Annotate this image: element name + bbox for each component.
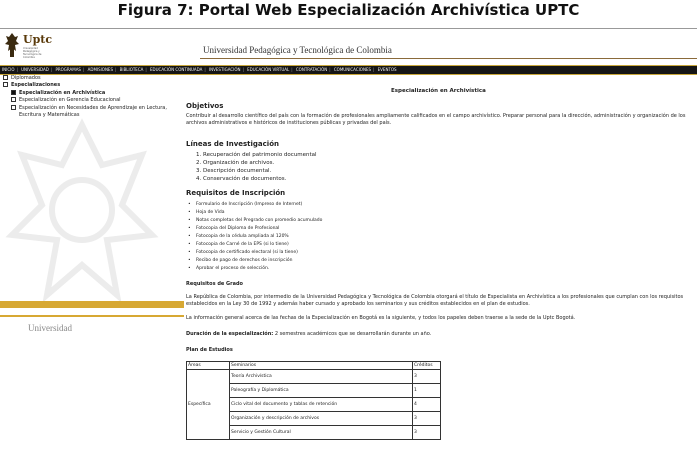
nav-item-universidad[interactable]: UNIVERSIDAD: [21, 67, 49, 72]
table-header: Áreas: [187, 362, 230, 370]
nav-item-biblioteca[interactable]: BIBLIOTECA: [119, 67, 144, 72]
requisitos-heading: Requisitos de Inscripción: [186, 189, 286, 197]
info-text: La información general acerca de las fechas de la Especialización en Bogotá es la siguiente, y todos los papeles deben traerse a la sede de la Uptc Bogotá.: [186, 315, 576, 321]
creditos-cell: 1: [413, 384, 441, 398]
creditos-cell: 4: [413, 398, 441, 412]
seminario-cell: Organización y descripción de archivos: [230, 412, 413, 426]
linea-3: 3. Descripción documental.: [196, 168, 272, 174]
nav-item-comunicaciones[interactable]: COMUNICACIONES: [333, 67, 372, 72]
crest-icon: [3, 31, 21, 59]
table-header: Créditos: [413, 362, 441, 370]
nav-item-inicio[interactable]: INICIO: [2, 67, 15, 72]
linea-2: 2. Organización de archivos.: [196, 160, 275, 166]
sidebar-item-especializaciones[interactable]: Especializaciones: [3, 82, 60, 88]
requisito-item: • Notas completas del Pregrado con promedio acumulado: [196, 218, 322, 223]
sidebar-item-archivistica[interactable]: Especialización en Archivística: [11, 90, 105, 96]
nav-item-educacion-virtual[interactable]: EDUCACIÓN VIRTUAL: [247, 67, 290, 72]
grado-text: La República de Colombia, por intermedio de la Universidad Pedagógica y Tecnológica de Colombia otorgará el título de Especialista en Archivística a los profesionales que cumplan con los requisitos establecidos en la Ley 30 de 1992 y además haber cursado y aprobado los seminarios y sus créditos establecidos en el plan de estudios.: [186, 294, 684, 307]
linea-4: 4. Conservación de documentos.: [196, 176, 287, 182]
gold-line: [0, 315, 184, 317]
nav-item-programas[interactable]: PROGRAMAS: [55, 67, 81, 72]
logo-text: Uptc: [23, 33, 53, 46]
creditos-cell: 3: [413, 426, 441, 440]
sidebar-item-diplomados[interactable]: Diplomados: [3, 75, 41, 81]
objetivos-text: Contribuir al desarrollo científico del país con la formación de profesionales ampliamente calificados en el campo archivístico. Preparar personal para la dirección, administración y organización de los archivos administrativos e históricos de instituciones públicas y privadas del país.: [186, 113, 686, 126]
header-divider: [200, 58, 697, 59]
creditos-cell: 3: [413, 412, 441, 426]
grado-heading: Requisitos de Grado: [186, 281, 243, 287]
plan-heading: Plan de Estudios: [186, 347, 233, 353]
seminario-cell: Ciclo vital del documento y tablas de retención: [230, 398, 413, 412]
main-content: [186, 75, 694, 452]
lineas-heading: Líneas de Investigación: [186, 140, 279, 148]
uptc-logo[interactable]: [3, 31, 53, 61]
table-header-row: [187, 362, 441, 370]
nav-item-educacion-continuada[interactable]: EDUCACIÓN CONTINUADA: [150, 67, 203, 72]
figure-caption: Figura 7: Portal Web Especialización Archivística UPTC: [117, 1, 580, 19]
requisito-item: • Fotocopia de certificado electoral (si la tiene): [196, 250, 298, 255]
site-header: [0, 29, 697, 62]
creditos-cell: 3: [413, 370, 441, 384]
gold-band: [0, 301, 184, 308]
table-row: [187, 370, 441, 384]
sidebar-university-label: Universidad: [28, 323, 72, 333]
requisito-item: • Fotocopia de la cédula ampliada al 120%: [196, 234, 289, 239]
browser-page: [0, 28, 697, 452]
seminario-cell: Servicio y Gestión Cultural: [230, 426, 413, 440]
duracion-text: Duración de la especialización: 2 semestres académicos que se desarrollarán durante un año.: [186, 331, 432, 337]
requisito-item: • Fotocopia del Diploma de Profesional: [196, 226, 279, 231]
seminario-cell: Paleografía y Diplomática: [230, 384, 413, 398]
nav-item-eventos[interactable]: EVENTOS: [377, 67, 397, 72]
requisito-item: • Aprobar el proceso de selección.: [196, 266, 269, 271]
nav-item-investigacion[interactable]: INVESTIGACIÓN: [209, 67, 241, 72]
requisito-item: • Recibo de pago de derechos de inscripción: [196, 258, 292, 263]
logo-subtitle: Universidad Pedagógica y Tecnológica de Colombia: [23, 47, 42, 59]
requisito-item: • Formulario de Inscripción (Impreso de Internet): [196, 202, 302, 207]
nav-item-contratacion[interactable]: CONTRATACIÓN: [295, 67, 328, 72]
seminario-cell: Teoría Archivística: [230, 370, 413, 384]
requisito-item: • Fotocopia de Carné de la EPS (si lo tiene): [196, 242, 289, 247]
requisito-item: • Hoja de Vida: [196, 210, 224, 215]
nav-item-admisiones[interactable]: ADMISIONES: [87, 67, 113, 72]
table-header: Seminarios: [230, 362, 413, 370]
sidebar: [0, 75, 184, 452]
plan-table: [186, 361, 441, 440]
university-title: Universidad Pedagógica y Tecnológica de Colombia: [203, 45, 392, 55]
page-title: Especialización en Archivística: [391, 88, 486, 94]
sidebar-item-necesidades-cont[interactable]: Escritura y Matemáticas: [19, 112, 80, 118]
linea-1: 1. Recuperación del patrimonio documental: [196, 152, 317, 158]
objetivos-heading: Objetivos: [186, 102, 224, 110]
sidebar-item-gerencia[interactable]: Especialización en Gerencia Educacional: [11, 97, 121, 103]
watermark-crest-icon: [2, 115, 162, 315]
sidebar-item-necesidades[interactable]: Especialización en Necesidades de Aprendizaje en Lectura,: [11, 105, 167, 111]
main-nav: INICIO | UNIVERSIDAD | PROGRAMAS | ADMISIONES | BIBLIOTECA | EDUCACIÓN CONTINUADA | INVESTIGACIÓN | EDUCACIÓN VIRTUAL | CONTRATACIÓN | COMUNICACIONES | EVENTOS: [0, 65, 697, 75]
area-cell: Específica: [187, 370, 230, 440]
